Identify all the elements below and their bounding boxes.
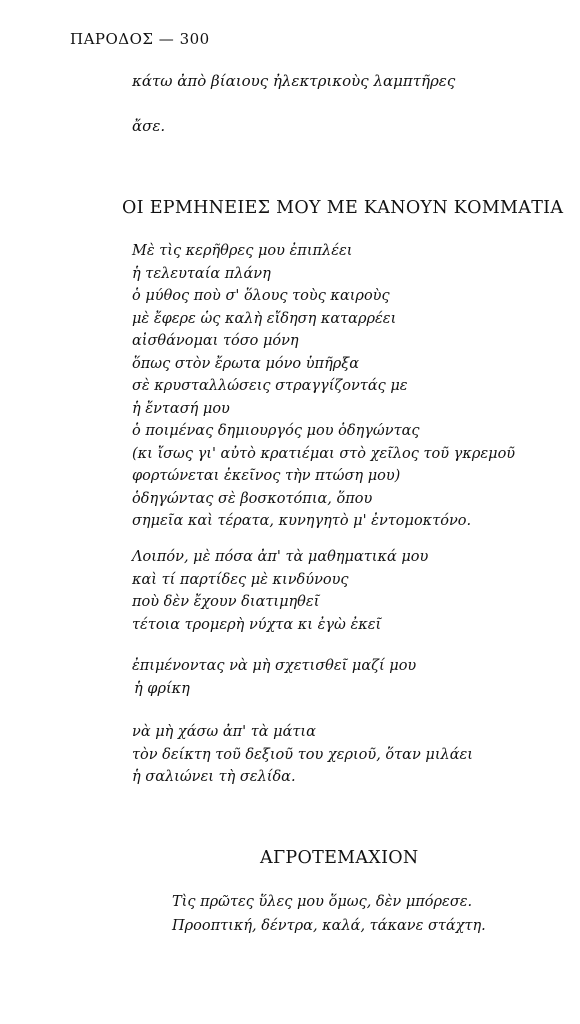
verse-line: νὰ μὴ χάσω ἀπ' τὰ μάτια bbox=[132, 724, 316, 740]
verse-line: τὸν δείκτη τοῦ δεξιοῦ του χεριοῦ, ὅταν μιλάει bbox=[132, 746, 473, 763]
verse-line: καὶ τί παρτίδες μὲ κινδύνους bbox=[132, 571, 349, 588]
verse-line: Μὲ τὶς κερῆθρες μου ἐπιπλέει bbox=[132, 243, 353, 259]
stanza bbox=[132, 240, 515, 533]
verse-line: ἡ σαλιώνει τὴ σελίδα. bbox=[132, 769, 296, 785]
verse-line: ὁδηγώντας σὲ βοσκοτόπια, ὅπου bbox=[132, 490, 373, 507]
verse-line: ποὺ δὲν ἔχουν διατιμηθεῖ bbox=[132, 594, 320, 610]
verse-line: τέτοια τρομερὴ νύχτα κι ἐγὼ ἐκεῖ bbox=[132, 616, 382, 633]
stanza bbox=[132, 655, 416, 700]
verse-line: σημεῖα καὶ τέρατα, κυνηγητὸ μ' ἐντομοκτόνο. bbox=[132, 513, 472, 529]
running-head: ΠΑΡΟΔΟΣ — 300 bbox=[70, 30, 210, 48]
verse-line: μὲ ἔφερε ὡς καλὴ εἴδηση καταρρέει bbox=[132, 310, 397, 327]
fragment-line: κάτω ἀπὸ βίαιους ἠλεκτρικοὺς λαμπτῆρες bbox=[132, 72, 456, 90]
stanza bbox=[132, 721, 473, 789]
verse-line: φορτώνεται ἐκεῖνος τὴν πτώση μου) bbox=[132, 468, 401, 484]
stanza bbox=[132, 546, 428, 636]
verse-line: ἡ φρίκη bbox=[134, 680, 190, 697]
verse-line: (κι ἴσως γι' αὐτὸ κρατιέμαι στὸ χεῖλος τοῦ γκρεμοῦ bbox=[132, 445, 516, 462]
verse-line: Τὶς πρῶτες ὕλες μου ὅμως, δὲν μπόρεσε. bbox=[172, 894, 473, 910]
verse-line: σὲ κρυσταλλώσεις στραγγίζοντάς με bbox=[132, 378, 408, 394]
verse-line: Προοπτική, δέντρα, καλά, τάκανε στάχτη. bbox=[172, 918, 486, 934]
verse-line: αἰσθάνομαι τόσο μόνη bbox=[132, 333, 299, 349]
poem-title: ΟΙ ΕΡΜΗΝΕΙΕΣ ΜΟΥ ΜΕ ΚΑΝΟΥΝ ΚΟΜΜΑΤΙΑ bbox=[122, 198, 564, 218]
verse-line: ὁ μύθος ποὺ σ' ὅλους τοὺς καιροὺς bbox=[132, 288, 390, 304]
fragment-line: ἄσε. bbox=[132, 117, 166, 135]
verse-line: ὅπως στὸν ἔρωτα μόνο ὑπῆρξα bbox=[132, 355, 360, 372]
verse-line: ὁ ποιμένας δημιουργός μου ὁδηγώντας bbox=[132, 423, 420, 439]
verse-line: ἡ τελευταία πλάνη bbox=[132, 265, 271, 282]
verse-line: Λοιπόν, μὲ πόσα ἀπ' τὰ μαθηματικά μου bbox=[132, 549, 429, 565]
verse-line: ἡ ἔντασή μου bbox=[132, 400, 230, 417]
poem-title: ΑΓΡΟΤΕΜΑΧΙΟΝ bbox=[260, 848, 419, 868]
stanza bbox=[172, 890, 486, 938]
verse-line: ἐπιμένοντας νὰ μὴ σχετισθεῖ μαζί μου bbox=[132, 658, 417, 674]
